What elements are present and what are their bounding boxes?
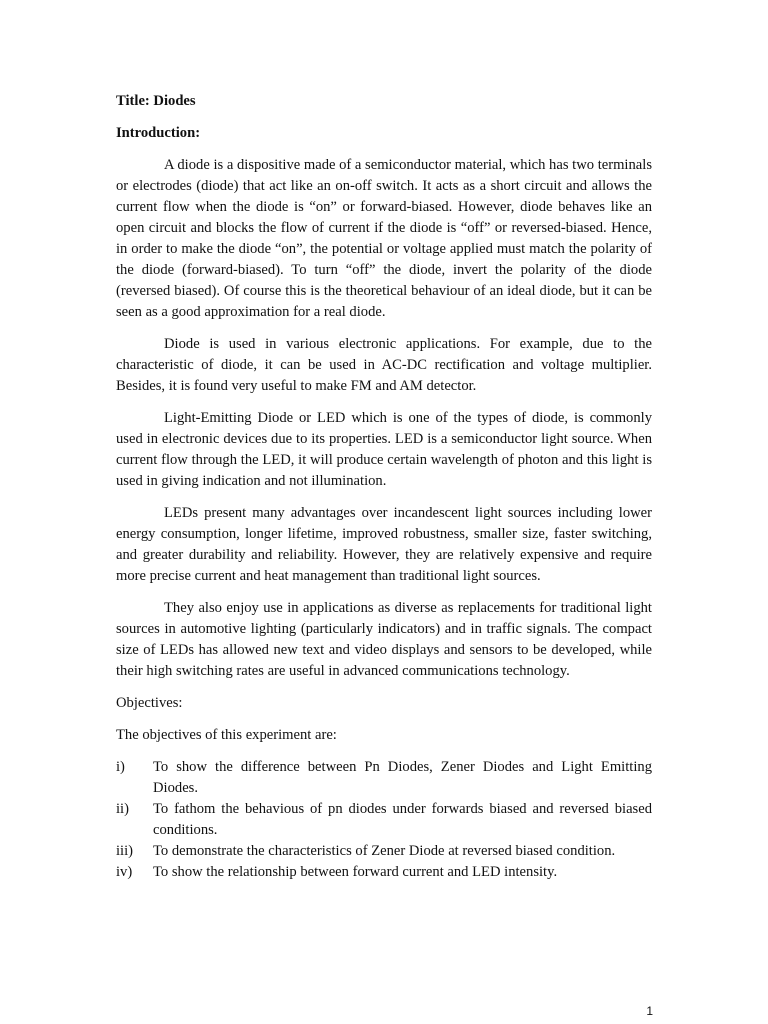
objectives-intro: The objectives of this experiment are: — [116, 727, 337, 743]
objective-item — [116, 799, 652, 841]
objective-number: i) — [116, 759, 125, 775]
objective-number: ii) — [116, 801, 129, 817]
objective-text: To fathom the behavious of pn diodes under forwards biased and reversed biased conditions. — [153, 801, 652, 838]
objective-item — [116, 841, 652, 862]
objective-text: To show the difference between Pn Diodes, Zener Diodes and Light Emitting Diodes. — [153, 759, 652, 796]
objective-number: iv) — [116, 864, 133, 880]
objective-number: iii) — [116, 843, 134, 859]
document-body — [116, 91, 652, 883]
objectives-list — [116, 757, 652, 883]
page-number: 1 — [646, 1004, 653, 1018]
paragraph-diode-definition: A diode is a dispositive made of a semiconductor material, which has two terminals or electrodes (diode) that act like an on-off switch. It acts as a short circuit and allows the current flow when the diode is “on” or forward-biased. However, diode behaves like an open circuit and blocks the flow of current if the diode is “off” or reversed-biased. Hence, in order to make the diode “on”, the potential or voltage applied must match the polarity of the diode (forward-biased). To turn “off” the diode, invert the polarity of the diode (reversed biased). Of course this is the theoretical behaviour of an ideal diode, but it can be seen as a good approximation for a real diode. — [116, 157, 652, 320]
paragraph-led-uses: They also enjoy use in applications as diverse as replacements for traditional light sources in automotive lighting (particularly indicators) and in traffic signals. The compact size of LEDs has allowed new text and video displays and sensors to be developed, while their high switching rates are useful in advanced communications technology. — [116, 600, 652, 679]
objective-text: To show the relationship between forward current and LED intensity. — [153, 864, 558, 880]
paragraph-led-intro: Light-Emitting Diode or LED which is one of the types of diode, is commonly used in electronic devices due to its properties. LED is a semiconductor light source. When current flow through the LED, it will produce certain wavelength of photon and this light is used in giving indication and not illumination. — [116, 410, 652, 489]
objective-item — [116, 757, 652, 799]
objectives-heading: Objectives: — [116, 695, 183, 711]
paragraph-diode-applications: Diode is used in various electronic applications. For example, due to the characteristic of diode, it can be used in AC-DC rectification and voltage multiplier. Besides, it is found very useful to make FM and AM detector. — [116, 336, 652, 394]
objective-text: To demonstrate the characteristics of Zener Diode at reversed biased condition. — [153, 843, 616, 859]
document-title: Title: Diodes — [116, 93, 196, 109]
paragraph-led-advantages: LEDs present many advantages over incandescent light sources including lower energy consumption, longer lifetime, improved robustness, smaller size, faster switching, and greater durability and reliability. However, they are relatively expensive and require more precise current and heat management than traditional light sources. — [116, 505, 652, 584]
introduction-heading: Introduction: — [116, 125, 201, 141]
objective-item — [116, 862, 652, 883]
